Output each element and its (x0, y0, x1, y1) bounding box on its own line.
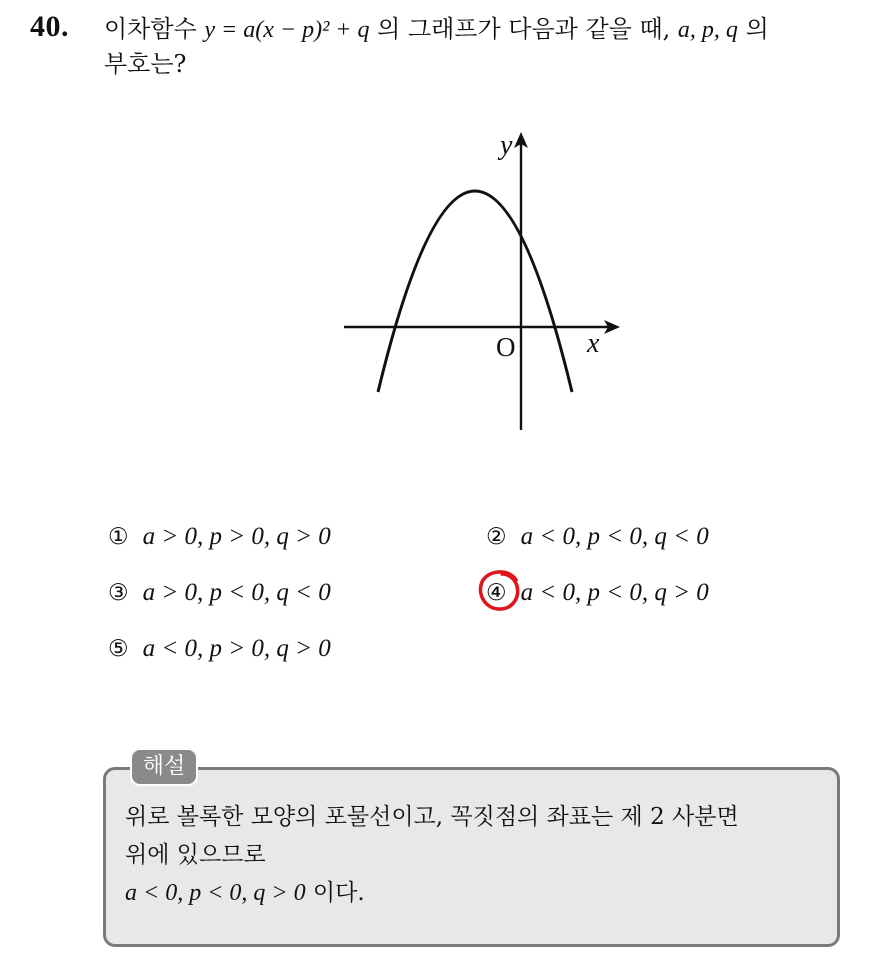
choice-4[interactable] (486, 576, 709, 609)
parabola-graph (330, 120, 630, 440)
choice-5-expression: a < 0, p > 0, q > 0 (142, 635, 331, 662)
answer-choices (108, 512, 808, 682)
solution-line-1: 위로 볼록한 모양의 포물선이고, 꼭짓점의 좌표는 제 2 사분면 (125, 804, 739, 830)
question-variables: a, p, q (677, 17, 738, 43)
choice-5-number: ⑤ (108, 636, 129, 662)
choice-4-expression: a < 0, p < 0, q > 0 (520, 579, 709, 606)
question-text-before: 이차함수 (104, 15, 197, 43)
choice-1[interactable] (108, 520, 331, 553)
question-text-after: 의 그래프가 다음과 같을 때, (377, 15, 671, 43)
choice-1-expression: a > 0, p > 0, q > 0 (142, 523, 331, 550)
y-axis-label: y (500, 130, 513, 161)
choice-3[interactable] (108, 576, 331, 609)
problem-number: 40. (30, 10, 69, 43)
choice-2-number: ② (486, 524, 507, 550)
choice-4-number: ④ (486, 580, 507, 606)
parabola-curve (378, 191, 572, 392)
question-line2: 부호는? (104, 50, 187, 78)
solution-conclusion-text: 이다. (312, 880, 365, 906)
choice-2[interactable] (486, 520, 709, 553)
question-text-end: 의 (745, 15, 769, 43)
solution-conclusion-math: a < 0, p < 0, q > 0 (125, 880, 306, 906)
solution-tag: 해설 (130, 748, 198, 786)
x-axis-label: x (587, 328, 600, 359)
solution-text (125, 798, 825, 912)
question-text (104, 12, 864, 81)
choice-1-number: ① (108, 524, 129, 550)
choice-3-expression: a > 0, p < 0, q < 0 (142, 579, 331, 606)
choice-2-expression: a < 0, p < 0, q < 0 (520, 523, 709, 550)
solution-line-2: 위에 있으므로 (125, 842, 266, 868)
solution-line-3 (125, 874, 825, 912)
choice-3-number: ③ (108, 580, 129, 606)
quadratic-formula: y = a(x − p)² + q (204, 17, 370, 43)
choice-5[interactable] (108, 632, 331, 665)
origin-label: O (496, 332, 516, 362)
